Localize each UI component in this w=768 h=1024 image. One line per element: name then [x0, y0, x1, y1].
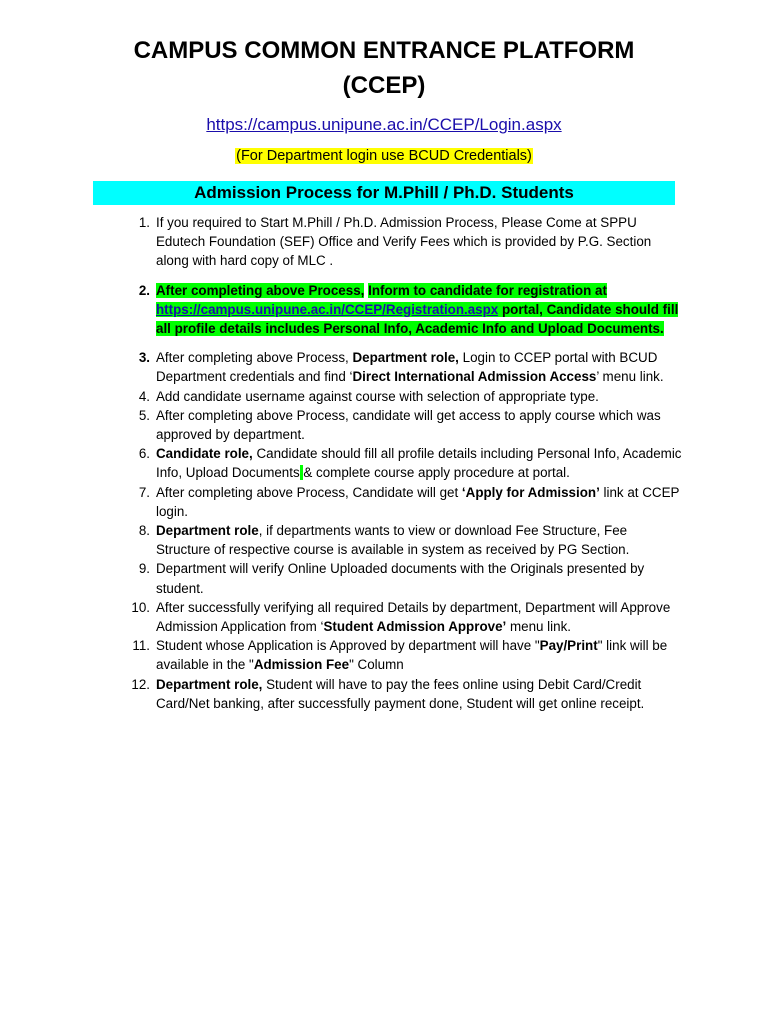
step-text: Student will have to pay the fees online using Debit Card/Credit Card/Net banking, after successfully payment done, Student will get online receipt.	[156, 676, 645, 711]
step-emphasis: Admission Fee	[253, 657, 350, 673]
registration-link-wrapper	[156, 302, 498, 317]
step-text: " link will be available in the "	[156, 638, 668, 673]
step-text: & complete course apply procedure at portal.	[303, 465, 570, 481]
list-item	[120, 348, 685, 386]
registration-link[interactable]: https://campus.unipune.ac.in/CCEP/Registration.aspx	[156, 301, 499, 317]
step-number: 5.	[138, 407, 150, 423]
step-text: Student whose Application is Approved by department will have "	[156, 638, 540, 654]
step-text: Add candidate username against course with selection of appropriate type.	[156, 388, 599, 404]
step-emphasis: Department role,	[156, 676, 263, 692]
step-text: " Column	[349, 657, 404, 673]
step-text: link at CCEP login.	[156, 484, 680, 519]
step-emphasis: Student Admission Approve’	[323, 619, 507, 635]
step-text: After completing above Process,	[156, 350, 353, 366]
step-text: After successfully verifying all required Details by department, Department will Approve Admission Application from ‘	[156, 599, 671, 635]
step-emphasis: Department role	[156, 523, 259, 539]
step-number: 4.	[138, 388, 150, 404]
list-item	[120, 406, 685, 444]
step-number: 2.	[138, 282, 150, 298]
step-number: 1.	[138, 215, 150, 230]
page-title-abbreviation: (CCEP)	[342, 72, 426, 99]
step-number: 6.	[138, 446, 150, 462]
list-item	[120, 521, 685, 559]
step-text: Department will verify Online Uploaded documents with the Originals presented by student.	[156, 561, 645, 596]
list-item	[120, 444, 685, 482]
highlight-text: portal, Candidate should fill all profile details includes Personal Info, Academic Info and Upload Documents.	[156, 301, 679, 337]
list-item	[120, 281, 685, 339]
list-item	[120, 559, 685, 597]
list-item	[120, 483, 685, 521]
step-text: If you required to Start M.Phill / Ph.D. Admission Process, Please Come at SPPU Edutech Foundation (SEF) Office and Verify Fees which is provided by P.G. Section along with hard copy of MLC .	[156, 215, 652, 269]
list-item	[120, 387, 685, 406]
step-emphasis: Direct International Admission Access	[352, 369, 597, 385]
step-number: 3.	[138, 350, 150, 366]
list-item	[120, 213, 685, 271]
page-title: CAMPUS COMMON ENTRANCE PLATFORM	[133, 37, 635, 64]
list-item	[120, 636, 685, 674]
highlight-text: After completing above Process,	[156, 282, 365, 298]
step-emphasis: Pay/Print	[539, 638, 598, 654]
list-item	[120, 598, 685, 636]
admission-steps-list	[120, 213, 685, 713]
step-number: 8.	[138, 523, 150, 539]
step-text: menu link.	[506, 619, 571, 635]
step-emphasis: Department role,	[352, 350, 459, 366]
step-number: 10.	[131, 599, 150, 615]
step-emphasis: Candidate role,	[156, 446, 253, 462]
step-number: 9.	[138, 561, 150, 577]
department-login-note-text: (For Department login use BCUD Credentials)	[236, 148, 532, 164]
login-link[interactable]: https://campus.unipune.ac.in/CCEP/Login.aspx	[206, 115, 562, 134]
step-text: After completing above Process, candidate will get access to apply course which was approved by department.	[156, 407, 661, 443]
step-number: 12.	[131, 676, 150, 692]
department-login-note	[0, 146, 768, 166]
section-heading: Admission Process for M.Phill / Ph.D. Students	[93, 181, 675, 205]
step-text: After completing above Process, Candidate will get	[156, 484, 462, 500]
step-number: 7.	[138, 484, 150, 500]
step-emphasis: ‘Apply for Admission’	[461, 484, 600, 500]
step-number: 11.	[132, 638, 150, 654]
step-text: ’ menu link.	[596, 369, 664, 385]
step-text: Login to CCEP portal with BCUD Department credentials and find ‘	[156, 350, 658, 385]
highlight-text: Inform to candidate for registration at	[368, 282, 607, 298]
step-text: , if departments wants to view or download Fee Structure, Fee Structure of respective course is available in system as received by PG Section.	[156, 523, 630, 558]
step-text: Candidate should fill all profile details including Personal Info, Academic Info, Upload Documents	[156, 446, 682, 481]
login-link-line	[0, 114, 768, 136]
list-item	[120, 675, 685, 713]
